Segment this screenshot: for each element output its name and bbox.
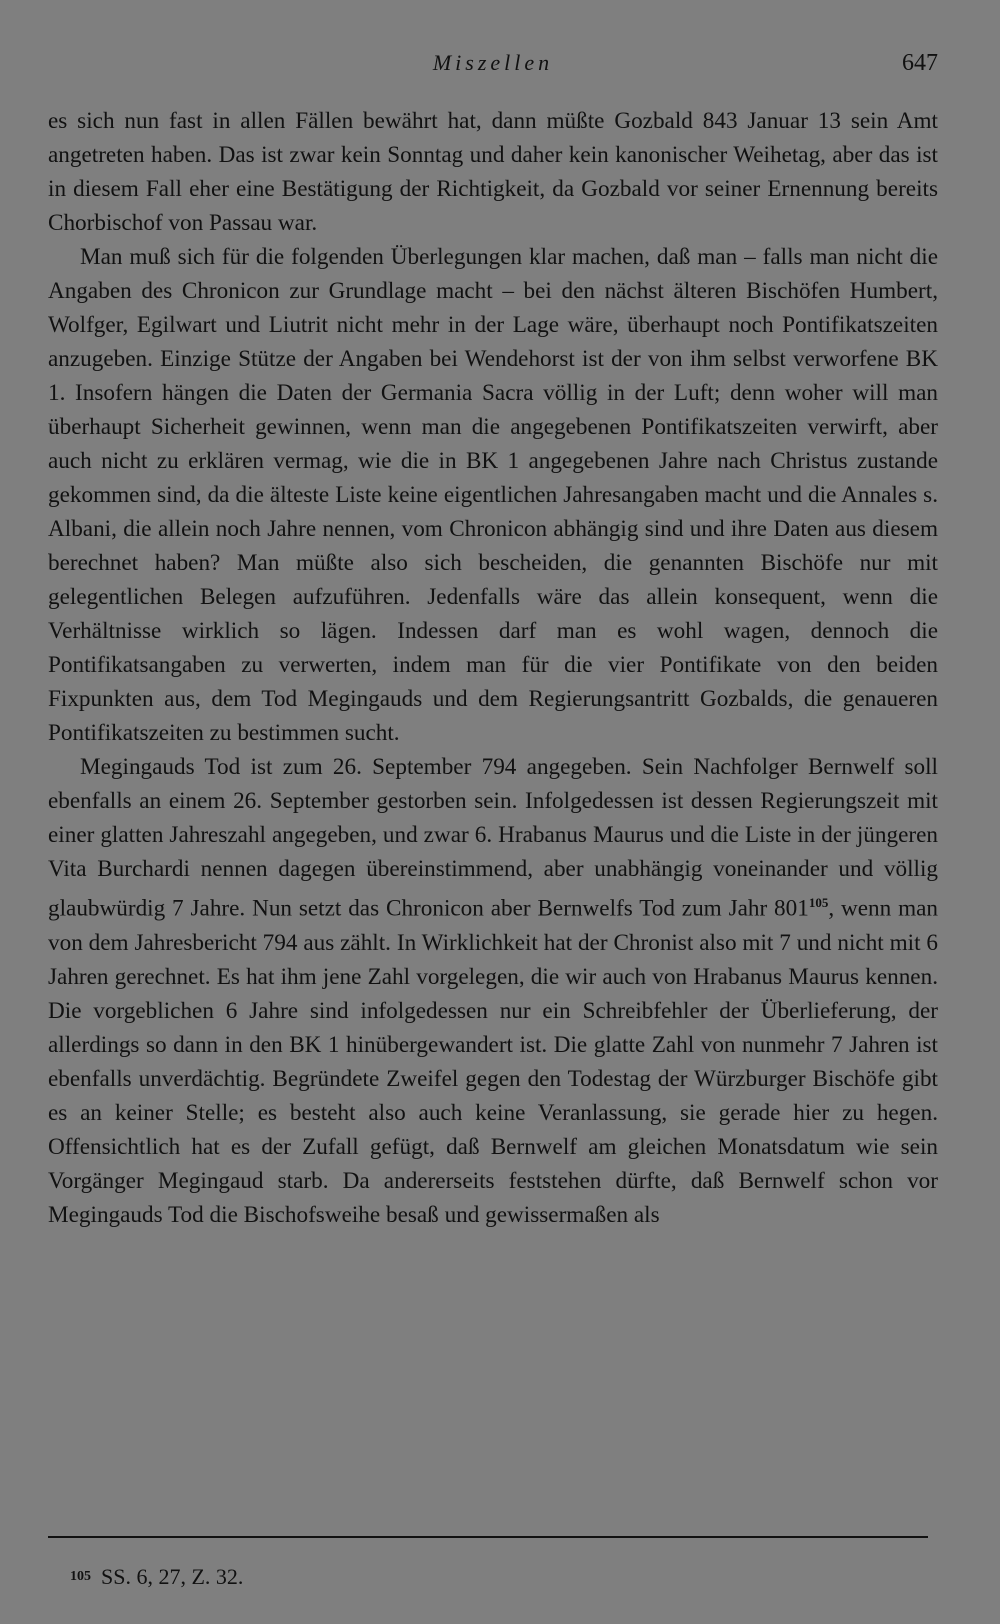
body-text (48, 104, 938, 1232)
page-number: 647 (902, 50, 938, 76)
footnote-divider (48, 1536, 928, 1538)
page-header (48, 48, 938, 88)
paragraph-2: Man muß sich für die folgenden Überlegungen klar machen, daß man – falls man nicht die Angaben des Chronicon zur Grundlage macht – bei den nächst älteren Bischöfen Humbert, Wolfger, Egilwart und Liutrit nicht mehr in der Lage wäre, überhaupt noch Pontifikatszeiten anzugeben. Einzige Stütze der Angaben bei Wendehorst ist der von ihm selbst verworfene BK 1. Insofern hängen die Daten der Germania Sacra völlig in der Luft; denn woher will man überhaupt Sicherheit gewinnen, wenn man die angegebenen Pontifikatszeiten verwirft, aber auch nicht zu erklären vermag, wie die in BK 1 angegebenen Jahre nach Christus zustande gekommen sind, da die älteste Liste keine eigentlichen Jahresangaben macht und die Annales s. Albani, die allein noch Jahre nennen, vom Chronicon abhängig sind und ihre Daten aus diesem berechnet haben? Man müßte also sich bescheiden, die genannten Bischöfe nur mit gelegentlichen Belegen aufzuführen. Jedenfalls wäre das allein konsequent, wenn die Verhältnisse wirklich so lägen. Indessen darf man es wohl wagen, dennoch die Pontifikatsangaben zu verwerten, indem man für die vier Pontifikate von den beiden Fixpunkten aus, dem Tod Megingauds und dem Regierungsantritt Gozbalds, die genaueren Pontifikatszeiten zu bestimmen sucht. (48, 244, 938, 746)
footnote-number: 105 (70, 1569, 91, 1584)
paragraph-3 (48, 750, 938, 1232)
footnote (70, 1562, 910, 1592)
paragraph-3-part-2: , wenn man von dem Jahresbericht 794 aus zählt. In Wirklichkeit hat der Chronist also mit 7 und nicht mit 6 Jahren gerechnet. Es hat ihm jene Zahl vorgelegen, die wir auch von Hrabanus Maurus kennen. Die vorgeblichen 6 Jahre sind infolgedessen nur ein Schreibfehler der Überlieferung, der allerdings so dann in den BK 1 hinübergewandert ist. Die glatte Zahl von nunmehr 7 Jahren ist ebenfalls unverdächtig. Begründete Zweifel gegen den Todestag der Würzburger Bischöfe gibt es an keiner Stelle; es besteht also auch keine Veranlassung, sie gerade hier zu hegen. Offensichtlich hat es der Zufall gefügt, daß Bernwelf am gleichen Monatsdatum wie sein Vorgänger Megingaud starb. Da andererseits feststehen dürfte, daß Bernwelf schon vor Megingauds Tod die Bischofsweihe besaß und gewissermaßen als (48, 895, 938, 1228)
footnote-reference[interactable]: 105 (808, 895, 829, 910)
paragraph-1: es sich nun fast in allen Fällen bewährt hat, dann müßte Gozbald 843 Januar 13 sein Amt angetreten haben. Das ist zwar kein Sonntag und daher kein kanonischer Weihetag, aber das ist in diesem Fall eher eine Bestätigung der Richtigkeit, da Gozbald vor seiner Ernennung bereits Chorbischof von Passau war. (48, 108, 938, 236)
footnote-text: SS. 6, 27, Z. 32. (101, 1564, 244, 1589)
paragraph-3-part-1: Megingauds Tod ist zum 26. September 794 angegeben. Sein Nachfolger Bernwelf soll ebenfalls an einem 26. September gestorben sein. Infolgedessen ist dessen Regierungszeit mit einer glatten Jahreszahl angegeben, und zwar 6. Hrabanus Maurus und die Liste in der jüngeren Vita Burchardi nennen dagegen übereinstimmend, aber unabhängig voneinander und völlig glaubwürdig 7 Jahre. Nun setzt das Chronicon aber Bernwelfs Tod zum Jahr 801 (48, 754, 938, 922)
running-title: Miszellen (432, 50, 554, 75)
